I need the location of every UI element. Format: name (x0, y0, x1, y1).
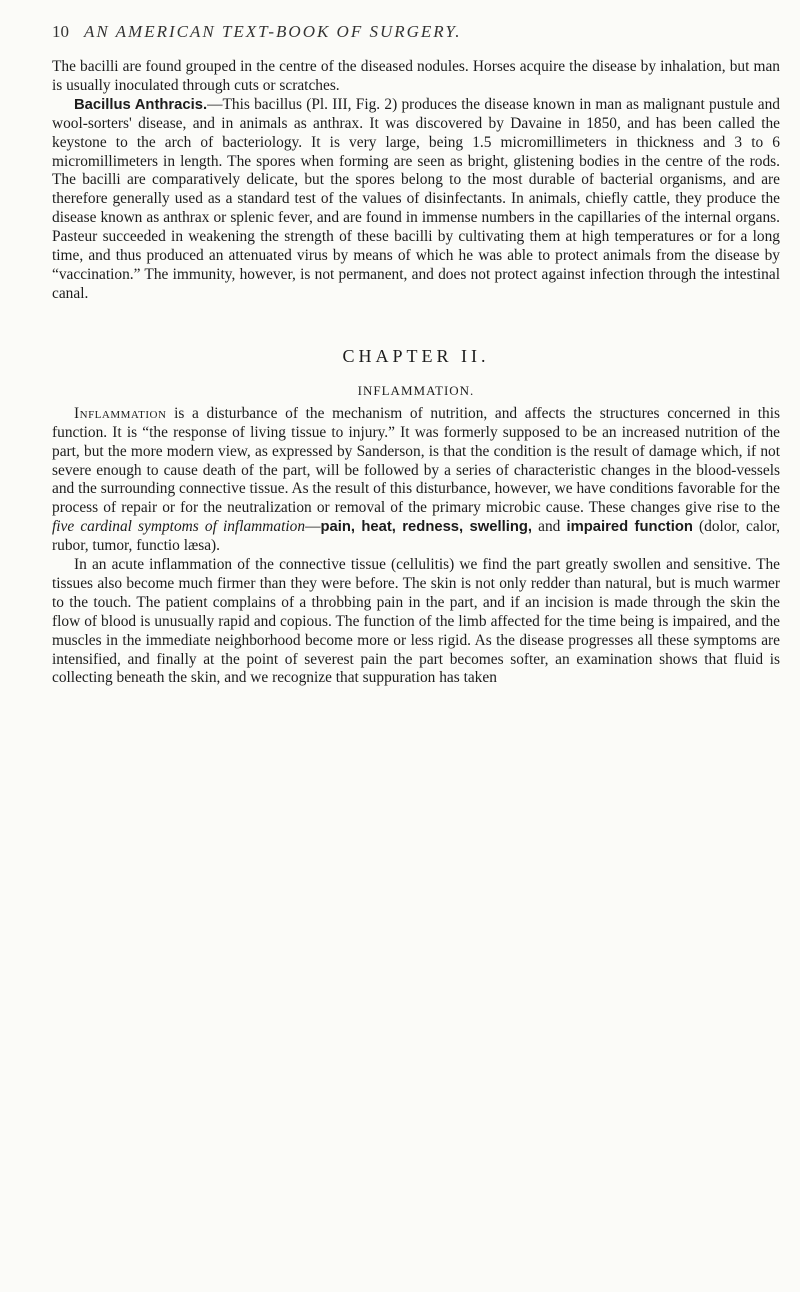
paragraph-acute-inflammation: In an acute inflammation of the connective tissue (cellulitis) we find the part greatly swollen and sensitive. The tissues also become much firmer than they were before. The skin is not only redder than natural, but is much warmer to the touch. The patient complains of a throbbing pain in the part, and if an incision is made through the skin the flow of blood is unusually rapid and copious. The function of the limb affected for the time being is impaired, and the muscles in the immediate neighborhood become more or less rigid. As the disease progresses all these symptoms are intensified, and finally at the point of severest pain the part becomes softer, an examination shows that fluid is collecting beneath the skin, and we recognize that suppuration has taken (52, 556, 780, 687)
dash: — (305, 518, 321, 536)
chapter-title: INFLAMMATION. (357, 382, 475, 398)
bacillus-anthracis-text: —This bacillus (Pl. III, Fig. 2) produces the disease known in man as malignant pustule and wool-sorters' disease, and in animals as anthrax. It was discovered by Davaine in 1850, and has been called the keystone to the arch of bacteriology. It is very large, being 1.5 micromillimeters in thickness and 3 to 6 micromillimeters in length. The spores when forming are seen as bright, glistening bodies in the centre of the rods. The bacilli are comparatively delicate, but the spores belong to the most durable of bacterial organisms, and are therefore generally used as a standard test of the values of disinfectants. In animals, chiefly cattle, they produce the disease known as anthrax or splenic fever, and are found in immense numbers in the capillaries of the internal organs. Pasteur succeeded in weakening the strength of these bacilli by cultivating them at high temperatures or for a long time, and thus produced an attenuated virus by means of which he was able to protect animals from the disease by “vaccination.” The immunity, however, is not permanent, and does not protect against infection through the intestinal canal. (52, 95, 780, 302)
inflammation-lead-word: Inflammation (74, 404, 167, 422)
paragraph-glanders-end: The bacilli are found grouped in the centre of the diseased nodules. Horses acquire the disease by inhalation, but man is usually inoculated through cuts or scratches. (52, 58, 780, 94)
and-word: and (532, 518, 567, 536)
section-heading-bacillus-anthracis: Bacillus Anthracis. (74, 96, 208, 113)
impaired-function-term: impaired function (566, 519, 693, 536)
running-head (52, 22, 780, 42)
inflammation-text-a: is a disturbance of the mechanism of nutrition, and affects the structures concerned in this function. It is “the response of living tissue to injury.” It was formerly supposed to be an increased nutrition of the part, but the more modern view, as expressed by Sanderson, is that the condition is the result of damage which, if not severe enough to cause death of the part, will be followed by a series of characteristic changes in the blood-vessels and the surrounding connective tissue. As the result of this disturbance, however, we have conditions favorable for the process of repair or for the neutralization or removal of the primary microbic cause. These changes give rise to the (52, 404, 780, 517)
running-title: AN AMERICAN TEXT-BOOK OF SURGERY. (84, 22, 462, 41)
chapter-label: CHAPTER II. (342, 345, 490, 366)
cardinal-symptoms-phrase: five cardinal symptoms of inflammation (52, 518, 306, 536)
page-number: 10 (52, 22, 69, 41)
inflammation-text-b: (dolor, calor, rubor, tumor, functio læsa). (52, 518, 780, 555)
paragraph-bacillus-anthracis (52, 96, 780, 304)
paragraph-inflammation-definition (52, 405, 780, 556)
symptom-terms: pain, heat, redness, swelling, (320, 519, 533, 536)
